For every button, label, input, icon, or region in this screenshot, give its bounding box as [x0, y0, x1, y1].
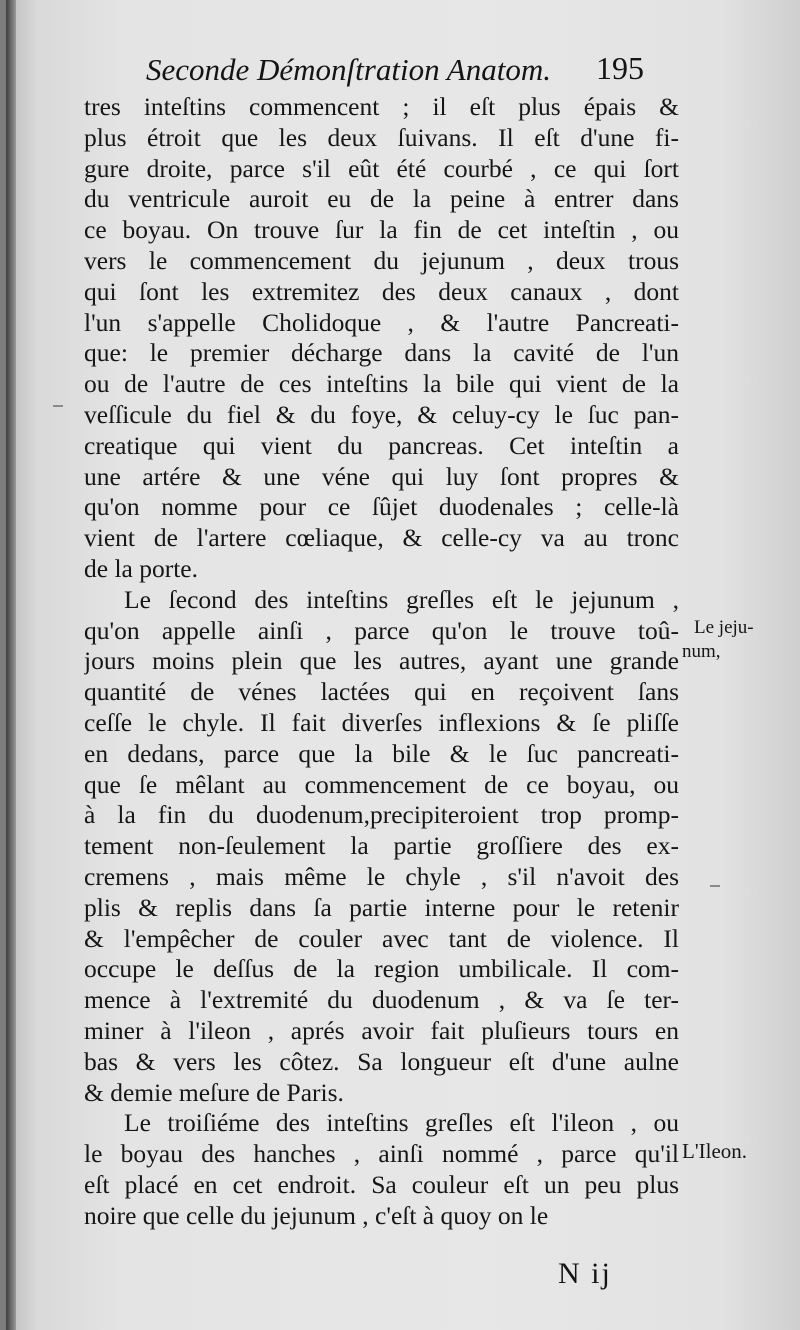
text-line: ou de l'autre de ces inteſtins la bile qui vient de la — [84, 369, 679, 399]
text-line: veſſicule du fiel & du foye, & celuy-cy le ſuc pan- — [84, 399, 679, 429]
text-line: Le ſecond des inteſtins greſles eſt le jejunum , — [124, 584, 679, 614]
text-line: en dedans, parce que la bile & le ſuc pancreati- — [84, 738, 679, 768]
page-header — [6, 48, 800, 98]
text-line: plus étroit que les deux ſuivans. Il eſt d'une fi- — [84, 122, 679, 152]
body-text — [84, 92, 679, 1231]
text-line: creatique qui vient du pancreas. Cet inteſtin a — [84, 430, 679, 460]
margin-note-jejunum-line2: num, — [682, 641, 721, 662]
text-line: bas & vers les côtez. Sa longueur eſt d'une aulne — [84, 1046, 679, 1076]
text-line: eſt placé en cet endroit. Sa couleur eſt un peu plus — [84, 1169, 679, 1199]
text-line: que ſe mêlant au commencement de ce boyau, ou — [84, 769, 679, 799]
text-line: une artére & une véne qui luy ſont propres & — [84, 461, 679, 491]
text-line: ceſſe le chyle. Il fait diverſes inflexions & ſe pliſſe — [84, 707, 679, 737]
text-line: de la porte. — [84, 553, 198, 583]
text-line: le boyau des hanches , ainſi nommé , parce qu'il — [84, 1139, 679, 1169]
margin-mark — [53, 405, 63, 407]
text-line: mence à l'extremité du duodenum , & va ſe ter- — [84, 985, 679, 1015]
margin-note-ileon: L'Ileon. — [682, 1139, 748, 1163]
text-line: du ventricule auroit eu de la peine à entrer dans — [84, 184, 679, 214]
text-line: vers le commencement du jejunum , deux trous — [84, 245, 679, 275]
margin-note-jejunum — [682, 616, 800, 664]
signature-mark: N ij — [558, 1257, 612, 1290]
margin-note-jejunum-line1: Le jeju- — [694, 617, 754, 638]
text-line: plis & replis dans ſa partie interne pour le retenir — [84, 892, 679, 922]
text-line: Le troiſiéme des inteſtins greſles eſt l'ileon , ou — [124, 1108, 679, 1138]
text-line: tement non-ſeulement la partie groſſiere des ex- — [84, 831, 679, 861]
text-line: noire que celle du jejunum , c'eſt à quoy on le — [84, 1200, 549, 1230]
text-line: l'un s'appelle Cholidoque , & l'autre Pancreati- — [84, 307, 679, 337]
page-number: 195 — [596, 50, 644, 86]
text-line: gure droite, parce s'il eût été courbé , ce qui ſort — [84, 153, 679, 183]
running-title: Seconde Démonſtration Anatom. — [146, 52, 551, 87]
text-line: miner à l'ileon , aprés avoir fait pluſieurs tours en — [84, 1015, 679, 1045]
text-line: & demie meſure de Paris. — [84, 1077, 344, 1107]
text-line: & l'empêcher de couler avec tant de violence. Il — [84, 923, 679, 953]
text-line: jours moins plein que les autres, ayant une grande — [84, 646, 679, 676]
text-line: ce boyau. On trouve ſur la fin de cet inteſtin , ou — [84, 215, 679, 245]
text-line: cremens , mais même le chyle , s'il n'avoit des — [84, 861, 679, 891]
text-line: qu'on appelle ainſi , parce qu'on le trouve toû- — [84, 615, 679, 645]
text-line: quantité de vénes lactées qui en reçoivent ſans — [84, 677, 679, 707]
book-page — [6, 0, 800, 1330]
text-line: qu'on nomme pour ce ſûjet duodenales ; celle-là — [84, 492, 679, 522]
margin-mark — [710, 885, 720, 887]
text-line: tres inteſtins commencent ; il eſt plus épais & — [84, 92, 679, 121]
text-line: qui ſont les extremitez des deux canaux , dont — [84, 276, 679, 306]
text-line: à la fin du duodenum,precipiteroient trop promp- — [84, 800, 679, 830]
text-line: occupe le deſſus de la region umbilicale. Il com- — [84, 954, 679, 984]
text-line: que: le premier décharge dans la cavité de l'un — [84, 338, 679, 368]
text-line: vient de l'artere cœliaque, & celle-cy va au tronc — [84, 523, 679, 553]
binding-shadow — [6, 0, 16, 1330]
